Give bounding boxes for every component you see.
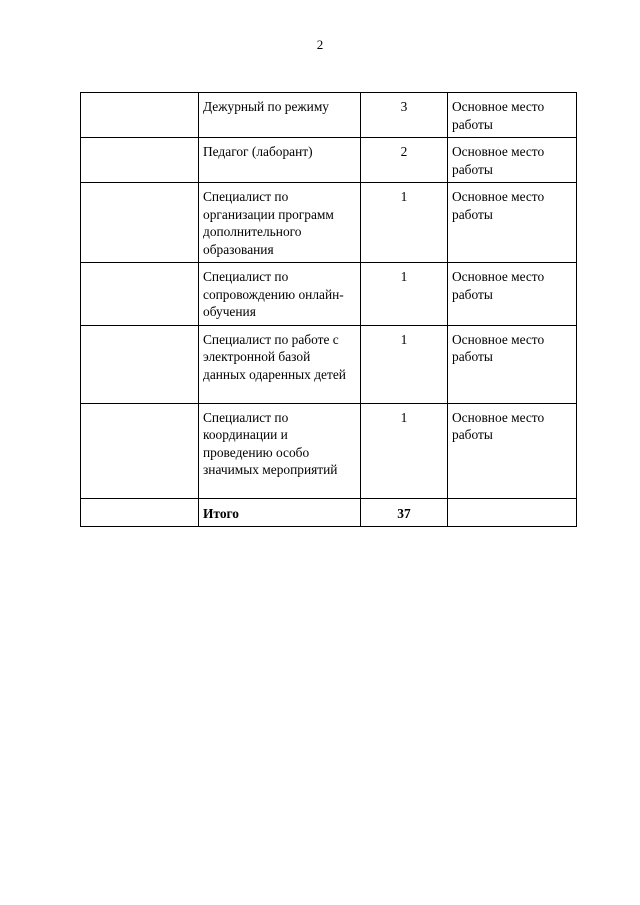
- position-cell: Дежурный по режиму: [199, 93, 361, 138]
- workplace-cell: Основное место работы: [448, 403, 577, 498]
- table-row: [81, 183, 577, 263]
- staff-table: [80, 92, 577, 527]
- row-number-cell: [81, 138, 199, 183]
- row-number-cell: [81, 403, 199, 498]
- table-row: [81, 93, 577, 138]
- count-cell: 1: [361, 403, 448, 498]
- total-count: 37: [361, 498, 448, 527]
- row-number-cell: [81, 183, 199, 263]
- count-cell: 3: [361, 93, 448, 138]
- position-cell: Специалист по работе с электронной базой данных одаренных детей: [199, 325, 361, 403]
- row-number-cell: [81, 263, 199, 326]
- count-cell: 1: [361, 325, 448, 403]
- workplace-cell: Основное место работы: [448, 93, 577, 138]
- table-row: [81, 263, 577, 326]
- count-cell: 1: [361, 263, 448, 326]
- table-row: [81, 138, 577, 183]
- table-row: [81, 325, 577, 403]
- workplace-cell: Основное место работы: [448, 263, 577, 326]
- count-cell: 2: [361, 138, 448, 183]
- row-number-cell: [81, 93, 199, 138]
- table-row: [81, 403, 577, 498]
- position-cell: Специалист по координации и проведению особо значимых мероприятий: [199, 403, 361, 498]
- workplace-cell: Основное место работы: [448, 138, 577, 183]
- page-number: 2: [316, 37, 324, 52]
- workplace-cell: [448, 498, 577, 527]
- position-cell: Специалист по сопровождению онлайн-обучения: [199, 263, 361, 326]
- total-row: [81, 498, 577, 527]
- workplace-cell: Основное место работы: [448, 325, 577, 403]
- count-cell: 1: [361, 183, 448, 263]
- row-number-cell: [81, 325, 199, 403]
- workplace-cell: Основное место работы: [448, 183, 577, 263]
- position-cell: Педагог (лаборант): [199, 138, 361, 183]
- position-cell: Специалист по организации программ дополнительного образования: [199, 183, 361, 263]
- total-label: Итого: [199, 498, 361, 527]
- row-number-cell: [81, 498, 199, 527]
